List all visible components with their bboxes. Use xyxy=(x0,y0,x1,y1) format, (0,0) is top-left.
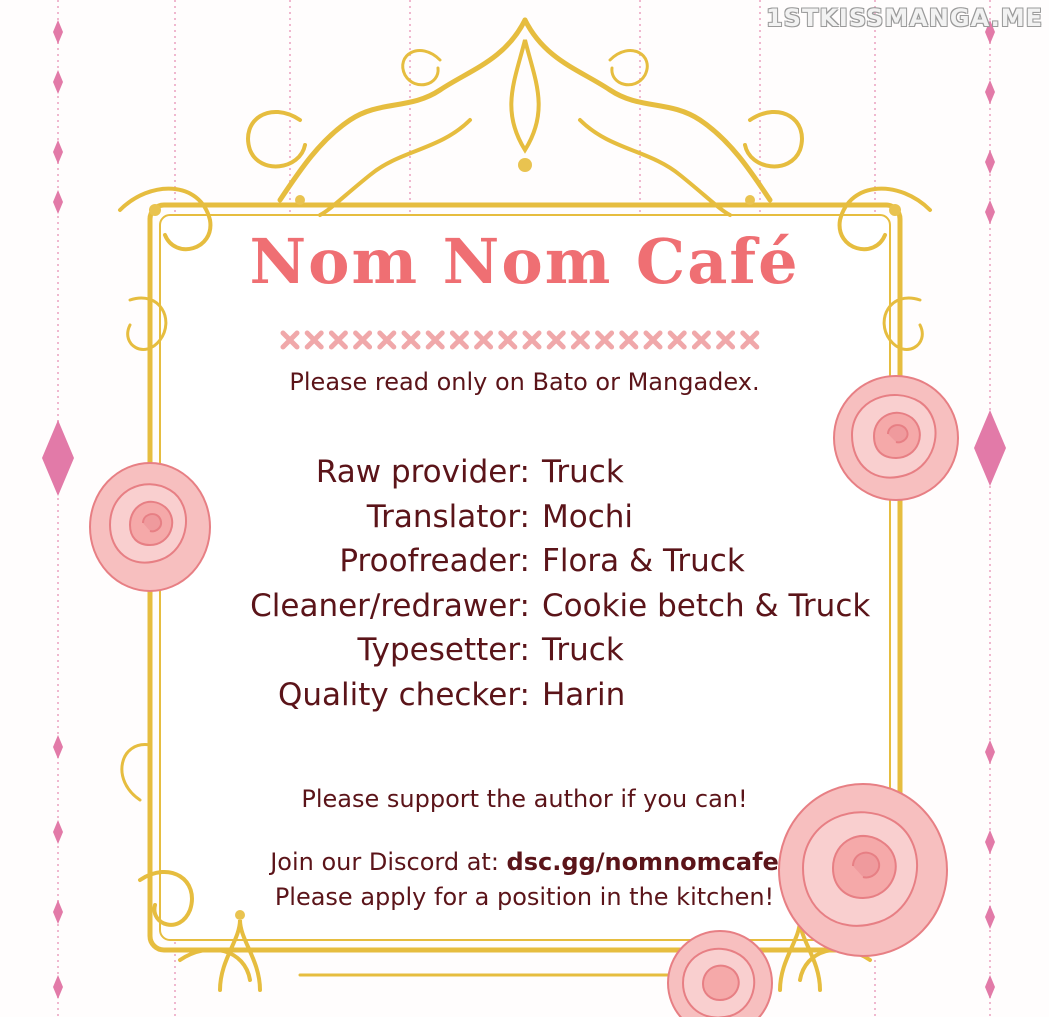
credit-row xyxy=(160,584,920,629)
credit-name: Truck xyxy=(542,632,624,669)
decorative-divider xyxy=(278,330,773,350)
read-notice-prefix: Please read only on xyxy=(289,368,533,396)
credit-name: Flora & Truck xyxy=(542,543,745,580)
read-notice-site-bato: Bato xyxy=(532,368,588,396)
credit-role: Cleaner/redrawer: xyxy=(250,587,530,624)
credit-name: Cookie betch & Truck xyxy=(542,587,871,624)
divider-cross-icon xyxy=(573,333,587,347)
credit-name: Mochi xyxy=(542,498,634,535)
pink-rose-icon xyxy=(665,928,775,1017)
divider-cross-icon xyxy=(501,333,515,347)
credit-row xyxy=(160,495,920,540)
divider-cross-icon xyxy=(743,333,757,347)
divider-cross-icon xyxy=(283,333,297,347)
discord-prefix: Join our Discord at: xyxy=(270,848,507,876)
divider-cross-icon xyxy=(719,333,733,347)
credit-role: Raw provider: xyxy=(315,454,530,491)
apply-message: Please apply for a position in the kitchen! xyxy=(274,883,775,911)
divider-cross-icon xyxy=(549,333,563,347)
credit-row xyxy=(160,628,920,673)
credits-list xyxy=(160,450,920,717)
site-watermark: 1STKISSMANGA.ME xyxy=(765,4,1043,32)
credit-row xyxy=(160,673,920,718)
discord-link[interactable]: dsc.gg/nomnomcafe xyxy=(506,848,779,876)
credit-row xyxy=(160,450,920,495)
divider-cross-icon xyxy=(380,333,394,347)
credit-row xyxy=(160,539,920,584)
credit-role: Quality checker: xyxy=(278,676,530,713)
divider-cross-icon xyxy=(525,333,539,347)
credit-role: Translator: xyxy=(366,498,530,535)
divider-cross-icon xyxy=(598,333,612,347)
divider-cross-icon xyxy=(477,333,491,347)
divider-cross-icon xyxy=(452,333,466,347)
credit-name: Truck xyxy=(542,454,624,491)
divider-cross-icon xyxy=(670,333,684,347)
read-notice-site-mangadex: Mangadex xyxy=(627,368,752,396)
discord-line xyxy=(0,848,1049,876)
divider-cross-icon xyxy=(331,333,345,347)
support-message: Please support the author if you can! xyxy=(301,785,748,813)
divider-cross-icon xyxy=(622,333,636,347)
divider-cross-icon xyxy=(646,333,660,347)
read-notice xyxy=(0,368,1049,396)
credit-role: Typesetter: xyxy=(357,632,530,669)
divider-cross-icon xyxy=(356,333,370,347)
credit-name: Harin xyxy=(542,676,626,713)
read-notice-joiner: or xyxy=(587,368,628,396)
divider-cross-icon xyxy=(694,333,708,347)
divider-cross-icon xyxy=(428,333,442,347)
page-title: Nom Nom Café xyxy=(249,225,800,298)
divider-cross-icon xyxy=(307,333,321,347)
divider-cross-icon xyxy=(404,333,418,347)
read-notice-suffix: . xyxy=(751,368,760,396)
credit-role: Proofreader: xyxy=(339,543,530,580)
